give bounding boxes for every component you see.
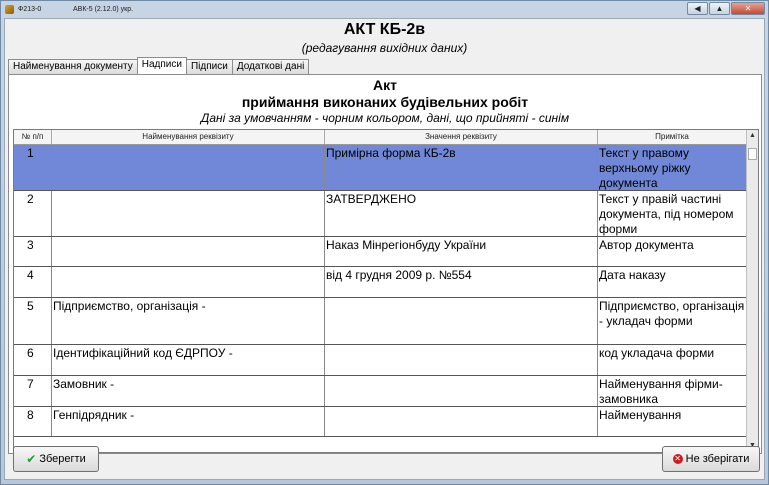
minimize-icon[interactable]: ◀ xyxy=(687,2,708,15)
table-row[interactable] xyxy=(14,237,747,267)
tab-document-name[interactable]: Найменування документу xyxy=(8,59,138,74)
requisite-note-cell: Текст у правому верхньому ріжку документа xyxy=(598,145,747,190)
requisite-name-cell[interactable] xyxy=(52,237,325,266)
row-number: 7 xyxy=(14,376,52,406)
requisite-value-cell[interactable]: від 4 грудня 2009 р. №554 xyxy=(325,267,598,297)
tab-inscriptions[interactable]: Надписи xyxy=(137,57,187,74)
no-save-button-label: Не зберігати xyxy=(685,453,750,465)
column-header-value[interactable]: Значення реквізиту xyxy=(325,130,598,144)
requisite-value-cell[interactable] xyxy=(325,407,598,436)
save-button[interactable] xyxy=(13,446,99,472)
window-code: Ф213-0 xyxy=(18,6,42,13)
scroll-thumb[interactable] xyxy=(748,148,757,160)
table-row[interactable] xyxy=(14,191,747,237)
row-number: 1 xyxy=(14,145,52,190)
no-save-button[interactable] xyxy=(662,446,760,472)
requisite-value-cell[interactable]: ЗАТВЕРДЖЕНО xyxy=(325,191,598,236)
column-header-number[interactable]: № п/п xyxy=(14,130,52,144)
requisite-name-cell[interactable]: Замовник - xyxy=(52,376,325,406)
column-header-note[interactable]: Примітка xyxy=(598,130,747,144)
document-subtitle: приймання виконаних будівельних робіт xyxy=(241,94,529,110)
requisite-value-cell[interactable] xyxy=(325,345,598,375)
requisite-name-cell[interactable]: Підприємство, організація - xyxy=(52,298,325,344)
save-button-label: Зберегти xyxy=(39,453,86,465)
window-controls xyxy=(687,2,765,15)
cancel-icon: ✕ xyxy=(674,454,681,463)
table-row[interactable] xyxy=(14,267,747,298)
row-number: 4 xyxy=(14,267,52,297)
column-header-name[interactable]: Найменування реквізиту xyxy=(52,130,325,144)
scroll-up-icon[interactable]: ▲ xyxy=(749,132,756,139)
window-title: АВК-5 (2.12.0) укр. xyxy=(73,6,134,13)
tab-panel xyxy=(8,74,762,454)
requisite-value-cell[interactable]: Примірна форма КБ-2в xyxy=(325,145,598,190)
requisite-value-cell[interactable]: Наказ Мінрегіонбуду України xyxy=(325,237,598,266)
dialog-body xyxy=(4,18,765,480)
requisites-table xyxy=(13,129,759,453)
requisite-name-cell[interactable] xyxy=(52,145,325,190)
page-subtitle: (редагування вихідних даних) xyxy=(301,41,468,55)
requisite-name-cell[interactable]: Ідентифікаційний код ЄДРПОУ - xyxy=(52,345,325,375)
row-number: 3 xyxy=(14,237,52,266)
requisite-note-cell: Текст у правій частині документа, під номером форми xyxy=(598,191,747,236)
table-row[interactable] xyxy=(14,345,747,376)
page-title: АКТ КБ-2в xyxy=(343,21,426,38)
requisite-name-cell[interactable]: Генпідрядник - xyxy=(52,407,325,436)
requisite-note-cell: Найменування xyxy=(598,407,747,436)
table-header xyxy=(14,130,747,145)
requisite-value-cell[interactable] xyxy=(325,376,598,406)
vertical-scrollbar[interactable] xyxy=(746,130,758,452)
table-row[interactable] xyxy=(14,376,747,407)
requisite-value-cell[interactable] xyxy=(325,298,598,344)
title-bar[interactable] xyxy=(1,1,768,19)
tab-additional-data[interactable]: Додаткові дані xyxy=(232,59,310,74)
tab-bar xyxy=(8,57,308,74)
table-row[interactable] xyxy=(14,145,747,191)
row-number: 8 xyxy=(14,407,52,436)
document-note: Дані за умовчанням - чорним кольором, дані, що прийняті - синім xyxy=(200,111,570,125)
app-icon xyxy=(5,5,14,14)
close-icon[interactable]: ✕ xyxy=(731,2,765,15)
checkmark-icon: ✔ xyxy=(26,452,37,466)
document-title: Акт xyxy=(373,77,397,93)
table-body xyxy=(14,145,747,437)
row-number: 6 xyxy=(14,345,52,375)
tab-signatures[interactable]: Підписи xyxy=(186,59,233,74)
requisite-name-cell[interactable] xyxy=(52,267,325,297)
requisite-name-cell[interactable] xyxy=(52,191,325,236)
requisite-note-cell: Дата наказу xyxy=(598,267,747,297)
table-row[interactable] xyxy=(14,407,747,437)
requisite-note-cell: код укладача форми xyxy=(598,345,747,375)
row-number: 2 xyxy=(14,191,52,236)
table-row[interactable] xyxy=(14,298,747,345)
requisite-note-cell: Автор документа xyxy=(598,237,747,266)
row-number: 5 xyxy=(14,298,52,344)
requisite-note-cell: Найменування фірми-замовника xyxy=(598,376,747,406)
maximize-icon[interactable]: ▲ xyxy=(709,2,730,15)
requisite-note-cell: Підприємство, організація - укладач форми xyxy=(598,298,747,344)
